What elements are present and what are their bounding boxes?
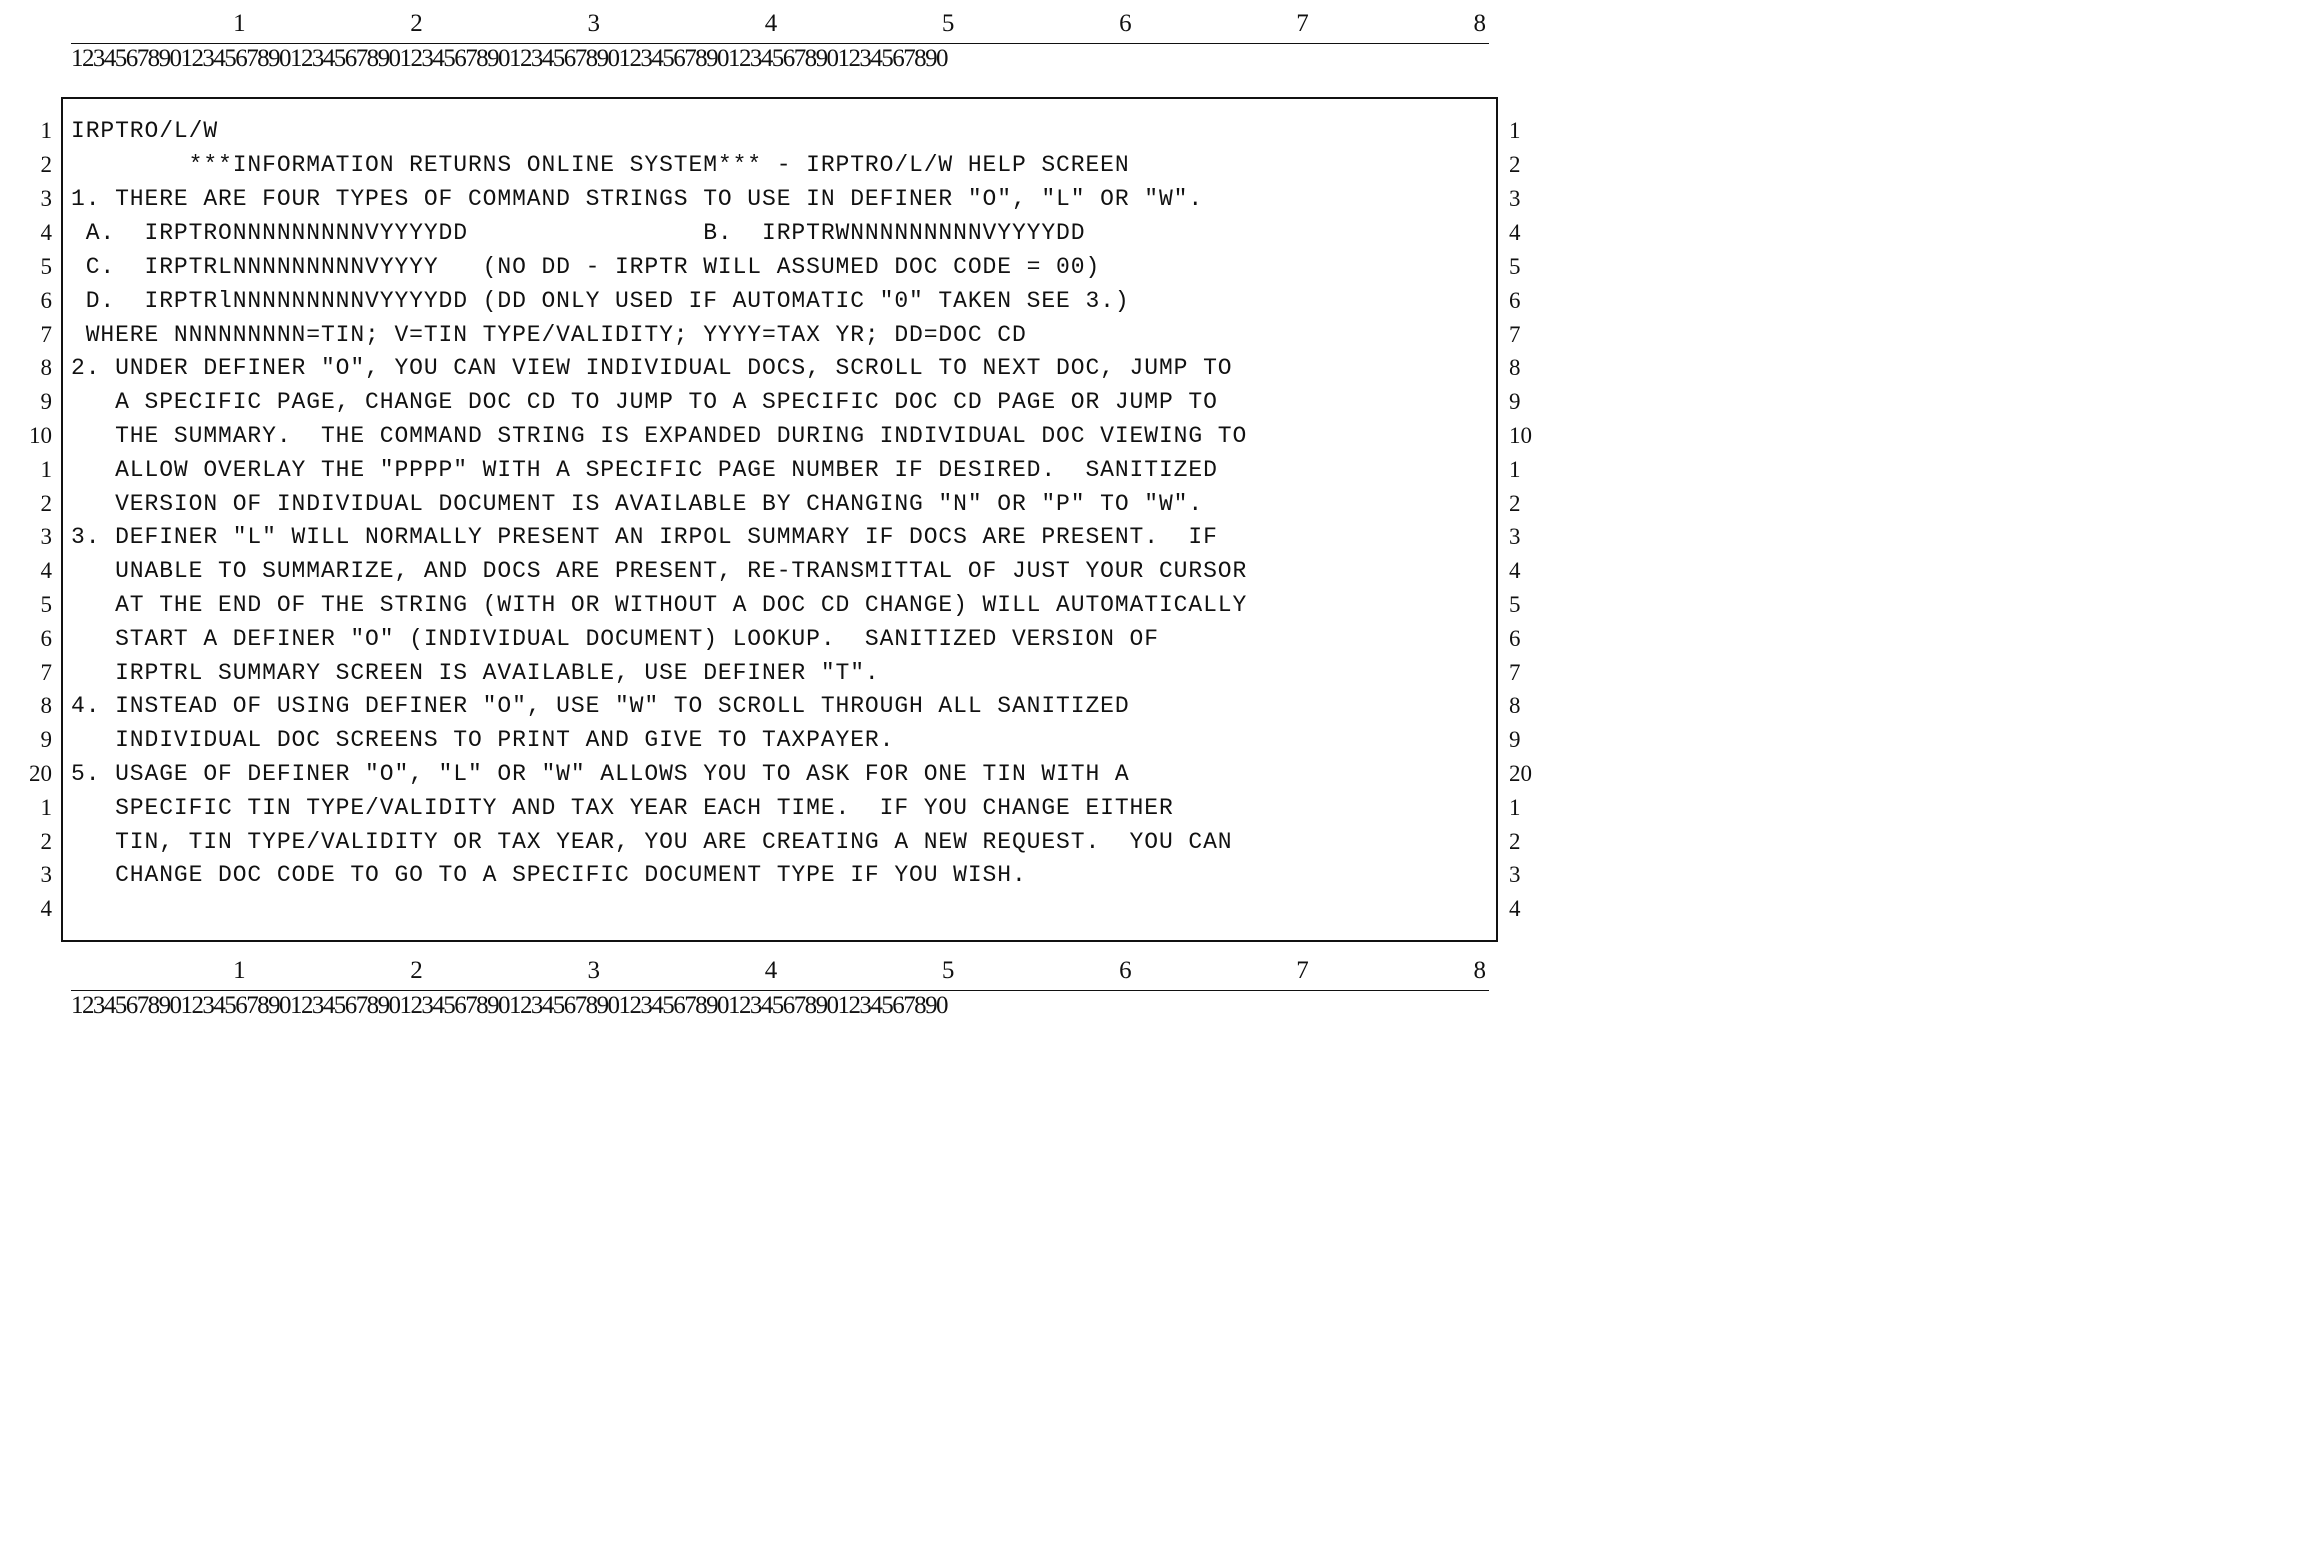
line-number: 3 — [40, 862, 52, 887]
ruler-units-row: 12345678901234567890123456789012345678901234567890123456789012345678901234567890 — [71, 45, 948, 72]
screen-line: A. IRPTRONNNNNNNNNVYYYYDD B. IRPTRWNNNNNNNNNVYYYYDD — [71, 220, 1086, 246]
screen-line: WHERE NNNNNNNNN=TIN; V=TIN TYPE/VALIDITY; YYYY=TAX YR; DD=DOC CD — [71, 322, 1027, 348]
ruler-tens-digit: 6 — [1119, 10, 1132, 37]
line-number: 4 — [1509, 220, 1521, 245]
line-number: 3 — [1509, 862, 1521, 887]
ruler-tens-digit: 1 — [233, 957, 246, 984]
ruler-tens-row — [71, 957, 1489, 985]
line-number: 9 — [40, 727, 52, 752]
screen-line: SPECIFIC TIN TYPE/VALIDITY AND TAX YEAR EACH TIME. IF YOU CHANGE EITHER — [71, 795, 1174, 821]
ruler-tens-digit: 7 — [1296, 957, 1309, 984]
screen-line: VERSION OF INDIVIDUAL DOCUMENT IS AVAILABLE BY CHANGING "N" OR "P" TO "W". — [71, 491, 1204, 517]
line-number: 8 — [1509, 355, 1521, 380]
ruler-tens-digit: 5 — [941, 957, 955, 984]
line-number: 3 — [40, 186, 52, 211]
ruler-tens-digit: 8 — [1473, 10, 1486, 37]
line-number: 2 — [40, 829, 52, 854]
line-number: 6 — [1509, 288, 1521, 313]
line-number: 4 — [40, 896, 52, 921]
line-number: 5 — [40, 254, 52, 279]
screen-line: START A DEFINER "O" (INDIVIDUAL DOCUMENT) LOOKUP. SANITIZED VERSION OF — [71, 626, 1159, 652]
ruler-tens-digit: 2 — [410, 10, 423, 37]
line-number: 1 — [40, 795, 52, 820]
screen-line: D. IRPTRlNNNNNNNNNVYYYYDD (DD ONLY USED IF AUTOMATIC "0" TAKEN SEE 3.) — [71, 288, 1130, 314]
line-number: 5 — [40, 592, 52, 617]
line-number: 4 — [1509, 896, 1521, 921]
ruler-tens-digit: 5 — [941, 10, 955, 37]
line-number: 20 — [1509, 761, 1532, 786]
line-number: 4 — [1509, 558, 1521, 583]
line-number: 4 — [40, 220, 52, 245]
line-number: 1 — [40, 118, 52, 143]
line-number: 7 — [1509, 322, 1521, 347]
line-number: 2 — [40, 491, 52, 516]
line-number: 1 — [1509, 457, 1521, 482]
line-number: 20 — [29, 761, 52, 786]
line-number: 8 — [40, 355, 52, 380]
line-number: 1 — [1509, 118, 1521, 143]
ruler-tens-digit: 8 — [1473, 957, 1486, 984]
column-ruler-top — [71, 10, 1489, 72]
line-number: 1 — [1509, 795, 1521, 820]
line-number: 3 — [40, 524, 52, 549]
line-number: 9 — [40, 389, 52, 414]
line-number: 10 — [1509, 423, 1532, 448]
line-number: 7 — [40, 660, 52, 685]
screen-line: ALLOW OVERLAY THE "PPPP" WITH A SPECIFIC PAGE NUMBER IF DESIRED. SANITIZED — [71, 457, 1218, 483]
screen-line: 1. THERE ARE FOUR TYPES OF COMMAND STRINGS TO USE IN DEFINER "O", "L" OR "W". — [71, 186, 1204, 212]
screen-line: 4. INSTEAD OF USING DEFINER "O", USE "W" TO SCROLL THROUGH ALL SANITIZED — [71, 693, 1130, 719]
line-number: 2 — [1509, 152, 1521, 177]
screen-line: IRPTRL SUMMARY SCREEN IS AVAILABLE, USE DEFINER "T". — [71, 660, 880, 686]
screen-line: 5. USAGE OF DEFINER "O", "L" OR "W" ALLOWS YOU TO ASK FOR ONE TIN WITH A — [71, 761, 1130, 787]
line-number: 5 — [1509, 254, 1521, 279]
screen-line-command[interactable]: IRPTRO/L/W — [71, 118, 219, 144]
line-number: 6 — [40, 288, 52, 313]
ruler-divider-line — [71, 43, 1489, 44]
ruler-divider-line — [71, 990, 1489, 991]
line-number: 8 — [40, 693, 52, 718]
screen-line: THE SUMMARY. THE COMMAND STRING IS EXPANDED DURING INDIVIDUAL DOC VIEWING TO — [71, 423, 1248, 449]
ruler-units-row: 12345678901234567890123456789012345678901234567890123456789012345678901234567890 — [71, 992, 948, 1019]
line-number: 6 — [1509, 626, 1521, 651]
line-number: 3 — [1509, 524, 1521, 549]
ruler-tens-digit: 1 — [233, 10, 246, 37]
ruler-tens-row — [71, 10, 1489, 38]
line-number: 4 — [40, 558, 52, 583]
screen-line: AT THE END OF THE STRING (WITH OR WITHOUT A DOC CD CHANGE) WILL AUTOMATICALLY — [71, 592, 1248, 618]
screen-line: INDIVIDUAL DOC SCREENS TO PRINT AND GIVE TO TAXPAYER. — [71, 727, 895, 753]
line-number: 10 — [29, 423, 52, 448]
line-number: 2 — [1509, 491, 1521, 516]
ruler-tens-digit: 4 — [764, 10, 778, 37]
screen-line: CHANGE DOC CODE TO GO TO A SPECIFIC DOCUMENT TYPE IF YOU WISH. — [71, 862, 1027, 888]
line-number: 1 — [40, 457, 52, 482]
line-number: 5 — [1509, 592, 1521, 617]
screen-line-title: ***INFORMATION RETURNS ONLINE SYSTEM*** - IRPTRO/L/W HELP SCREEN — [71, 152, 1130, 178]
ruler-tens-digit: 6 — [1119, 957, 1132, 984]
line-number: 3 — [1509, 186, 1521, 211]
ruler-tens-digit: 2 — [410, 957, 423, 984]
line-number: 7 — [40, 322, 52, 347]
screen-line: A SPECIFIC PAGE, CHANGE DOC CD TO JUMP TO A SPECIFIC DOC CD PAGE OR JUMP TO — [71, 389, 1218, 415]
line-number: 7 — [1509, 660, 1521, 685]
line-number: 6 — [40, 626, 52, 651]
ruler-tens-digit: 4 — [764, 957, 778, 984]
line-number: 9 — [1509, 727, 1521, 752]
screen-line: 2. UNDER DEFINER "O", YOU CAN VIEW INDIVIDUAL DOCS, SCROLL TO NEXT DOC, JUMP TO — [71, 355, 1233, 381]
ruler-tens-digit: 3 — [587, 957, 600, 984]
screen-line: TIN, TIN TYPE/VALIDITY OR TAX YEAR, YOU ARE CREATING A NEW REQUEST. YOU CAN — [71, 829, 1233, 855]
line-number: 2 — [40, 152, 52, 177]
line-number: 2 — [1509, 829, 1521, 854]
screen-line: UNABLE TO SUMMARIZE, AND DOCS ARE PRESENT, RE-TRANSMITTAL OF JUST YOUR CURSOR — [71, 558, 1248, 584]
ruler-tens-digit: 7 — [1296, 10, 1309, 37]
ruler-tens-digit: 3 — [587, 10, 600, 37]
screen-line: C. IRPTRLNNNNNNNNNVYYYY (NO DD - IRPTR WILL ASSUMED DOC CODE = 00) — [71, 254, 1101, 280]
line-number: 8 — [1509, 693, 1521, 718]
column-ruler-bottom — [71, 957, 1489, 1019]
screen-line: 3. DEFINER "L" WILL NORMALLY PRESENT AN IRPOL SUMMARY IF DOCS ARE PRESENT. IF — [71, 524, 1218, 550]
line-number: 9 — [1509, 389, 1521, 414]
